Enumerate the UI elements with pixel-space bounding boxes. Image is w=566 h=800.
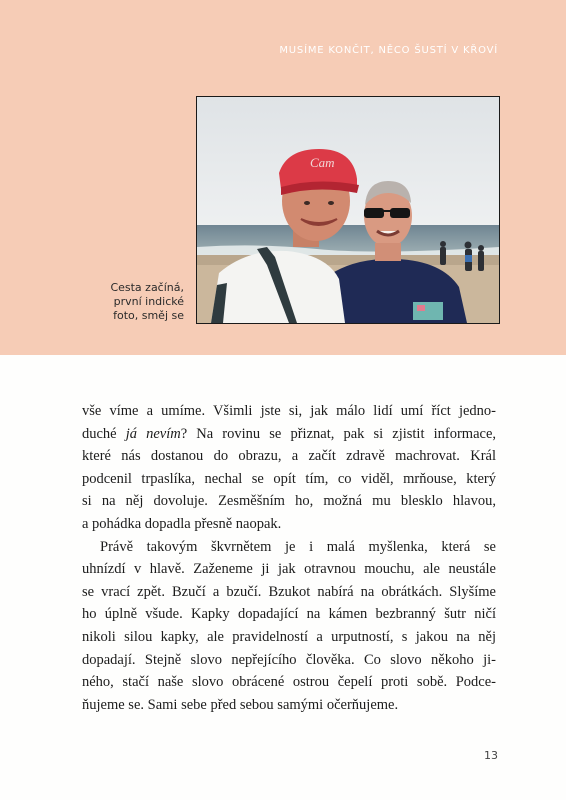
beach-selfie-photo (196, 96, 500, 324)
text-line: ňujeme se. Sami sebe před sebou samými očerňujeme. (82, 696, 399, 713)
body-text (82, 400, 496, 716)
text-line: uhnízdí v hlavě. Zaženeme ji jak otravnou mouchu, ale neustále (82, 561, 496, 578)
text-line: nikoli silou kapky, ale pravidelností a urputností, s jakou na něj (82, 628, 496, 645)
text-line: ho úplně všude. Kapky dopadající na kámen bezbranný šutr ničí (82, 606, 496, 623)
running-head: MUSÍME KONČIT, NĚCO ŠUSTÍ V KŘOVÍ (279, 45, 498, 56)
caption-line: Cesta začíná, (110, 281, 184, 294)
text-line: si na něj dovoluje. Zesměšním ho, možná mu blesklo hlavou, (82, 493, 496, 510)
caption-line: první indické (113, 295, 184, 308)
text-line: Právě takovým škvrnětem je i malá myšlenka, která se (100, 538, 496, 555)
photo-caption (88, 281, 184, 323)
caption-line: foto, směj se (113, 309, 184, 322)
text-line: podcenil trpaslíka, nechal se opít tím, co viděl, mrňouse, který (82, 470, 496, 487)
text-line: a pohádka dopadla přesně naopak. (82, 515, 282, 532)
header-band (0, 0, 566, 355)
text-line: dopadají. Stejně slovo nepřejícího člověka. Co slovo někoho ji- (82, 651, 496, 668)
text-line: ného, stačí naše slovo obrácené ostrou čepelí proti sobě. Podce- (82, 674, 496, 691)
text-line: vše víme a umíme. Všimli jste si, jak málo lidí umí říct jedno- (82, 403, 496, 419)
emphasis-text: já nevím (125, 425, 181, 442)
page-number: 13 (484, 749, 498, 762)
cap-logo-text: Cam (310, 155, 335, 170)
text-line: duché já nevím? Na rovinu se přiznat, pak si zjistit informace, (82, 425, 496, 442)
text-line: se vrací zpět. Bzučí a bzučí. Bzukot nabírá na obrátkách. Slyšíme (82, 583, 496, 600)
text-line: které nás dostanou do obrazu, a začít zdravě machrovat. Král (82, 448, 496, 465)
